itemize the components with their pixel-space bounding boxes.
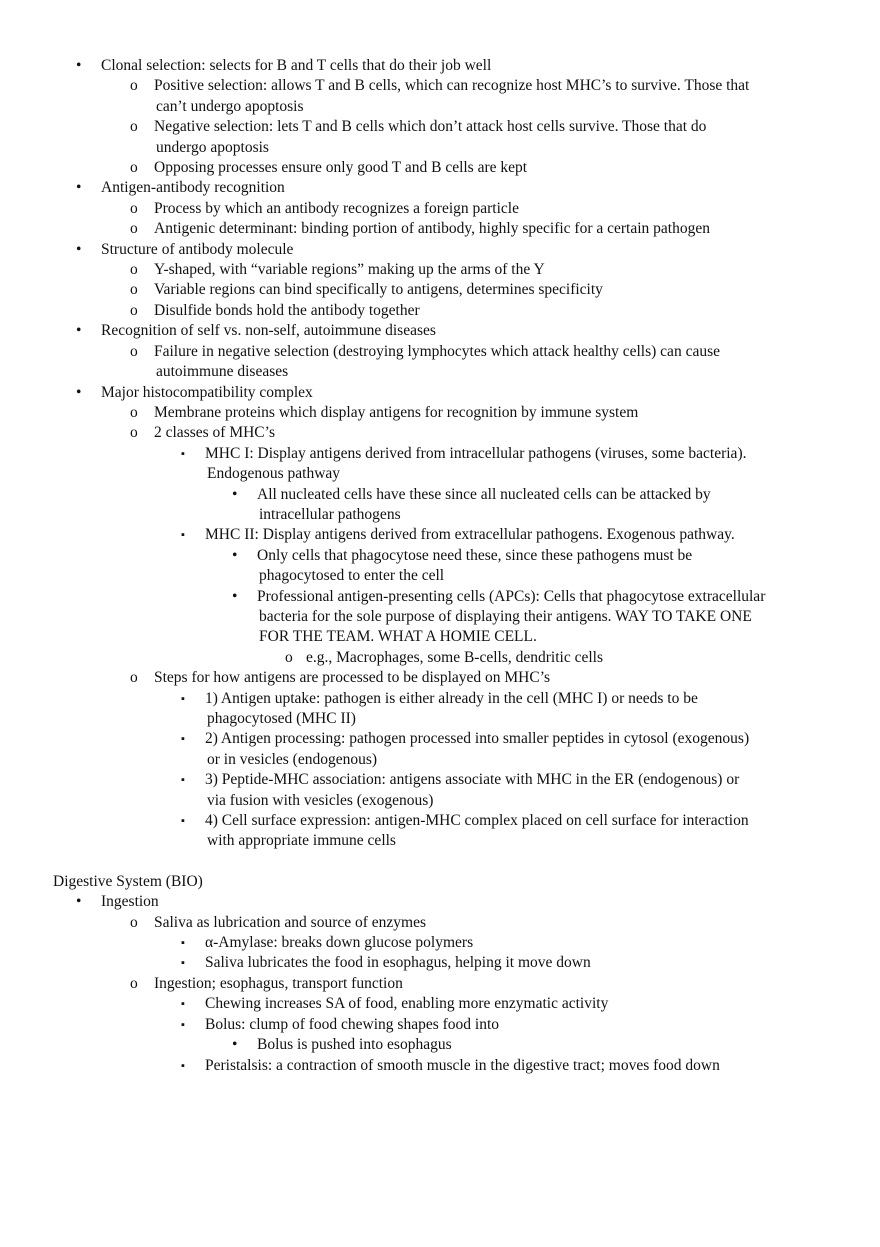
list-item [0, 117, 880, 137]
bullet: • [76, 57, 82, 74]
bullet: o [285, 648, 293, 666]
list-item-continuation [0, 627, 880, 647]
bullet: o [130, 261, 138, 279]
bullet: o [130, 403, 138, 421]
bullet: ▪ [181, 815, 185, 828]
list-item [0, 260, 880, 280]
bullet: ▪ [181, 529, 185, 542]
list-item-continuation [0, 831, 880, 851]
item-text: α-Amylase: breaks down glucose polymers [205, 934, 474, 952]
list-item [0, 76, 880, 96]
list-item [0, 974, 880, 994]
item-text: All nucleated cells have these since all nucleated cells can be attacked by [257, 485, 711, 503]
item-text: autoimmune diseases [156, 363, 289, 381]
list-item-continuation [0, 566, 880, 586]
notes-body [0, 56, 880, 1076]
list-item [0, 56, 880, 76]
bullet: o [130, 281, 138, 299]
item-text: Major histocompatibility complex [101, 383, 313, 401]
list-item [0, 1015, 880, 1035]
bullet: • [76, 383, 82, 401]
bullet: • [76, 179, 82, 197]
list-item [0, 892, 880, 912]
list-item [0, 280, 880, 300]
item-text: 2 classes of MHC’s [154, 424, 275, 442]
bullet: o [130, 669, 138, 687]
item-text: FOR THE TEAM. WHAT A HOMIE CELL. [259, 628, 537, 646]
item-text: Y-shaped, with “variable regions” making up the arms of the Y [154, 261, 545, 279]
item-text: MHC II: Display antigens derived from extracellular pathogens. Exogenous pathway. [205, 526, 735, 544]
item-text: via fusion with vesicles (exogenous) [207, 791, 434, 809]
item-text: Structure of antibody molecule [101, 240, 294, 258]
item-text: Ingestion; esophagus, transport function [154, 974, 403, 992]
item-text: undergo apoptosis [156, 138, 269, 156]
bullet: • [232, 587, 238, 605]
item-text: Only cells that phagocytose need these, since these pathogens must be [257, 546, 693, 564]
list-item-continuation [0, 750, 880, 770]
bullet: ▪ [181, 733, 185, 746]
item-text: Steps for how antigens are processed to be displayed on MHC’s [154, 669, 551, 687]
item-text: 3) Peptide-MHC association: antigens associate with MHC in the ER (endogenous) or [205, 771, 740, 789]
item-text: MHC I: Display antigens derived from intracellular pathogens (viruses, some bacteria). [205, 444, 747, 462]
bullet: ▪ [181, 447, 185, 460]
list-item [0, 342, 880, 362]
bullet: o [130, 118, 138, 136]
bullet: o [130, 77, 138, 95]
list-item [0, 219, 880, 239]
list-item [0, 689, 880, 709]
spacer [0, 852, 880, 872]
bullet: o [130, 342, 138, 360]
list-item [0, 587, 880, 607]
item-text: 2) Antigen processing: pathogen processed into smaller peptides in cytosol (exogenous) [205, 730, 750, 748]
item-text: phagocytosed (MHC II) [207, 710, 356, 727]
item-text: Variable regions can bind specifically to antigens, determines specificity [154, 281, 603, 299]
list-item [0, 994, 880, 1014]
item-text: Ingestion [101, 893, 159, 911]
item-text: Saliva lubricates the food in esophagus, helping it move down [205, 954, 591, 972]
list-item [0, 199, 880, 219]
item-text: can’t undergo apoptosis [156, 97, 304, 115]
list-item [0, 383, 880, 403]
list-item [0, 546, 880, 566]
bullet: o [130, 974, 138, 992]
list-item [0, 933, 880, 953]
item-text: 4) Cell surface expression: antigen-MHC complex placed on cell surface for interaction [205, 812, 749, 830]
item-text: 1) Antigen uptake: pathogen is either already in the cell (MHC I) or needs to be [205, 689, 698, 707]
list-item [0, 321, 880, 341]
bullet: ▪ [181, 774, 185, 787]
item-text: Negative selection: lets T and B cells which don’t attack host cells survive. Those that do [154, 118, 707, 136]
list-item [0, 953, 880, 973]
item-text: Opposing processes ensure only good T and B cells are kept [154, 159, 528, 177]
bullet: • [232, 485, 238, 503]
bullet: o [130, 424, 138, 442]
item-text: Positive selection: allows T and B cells, which can recognize host MHC’s to survive. Those that [154, 77, 750, 95]
item-text: with appropriate immune cells [207, 832, 396, 850]
list-item [0, 1035, 880, 1055]
list-item-continuation [0, 709, 880, 729]
item-text: e.g., Macrophages, some B-cells, dendritic cells [306, 648, 603, 666]
bullet: ▪ [181, 1018, 185, 1031]
bullet: o [130, 159, 138, 177]
list-item-continuation [0, 607, 880, 627]
heading-text: Digestive System (BIO) [53, 872, 203, 890]
item-text: Process by which an antibody recognizes a foreign particle [154, 199, 519, 217]
list-item [0, 301, 880, 321]
list-item [0, 525, 880, 545]
item-text: or in vesicles (endogenous) [207, 750, 378, 768]
list-item [0, 403, 880, 423]
item-text: Disulfide bonds hold the antibody together [154, 301, 420, 319]
list-item [0, 648, 880, 668]
bullet: ▪ [181, 957, 185, 970]
bullet: • [232, 1036, 238, 1054]
bullet: ▪ [181, 937, 185, 950]
list-item [0, 770, 880, 790]
item-text: Clonal selection: selects for B and T cells that do their job well [101, 57, 492, 74]
bullet: ▪ [181, 1059, 185, 1072]
item-text: Saliva as lubrication and source of enzymes [154, 913, 427, 931]
list-item [0, 485, 880, 505]
item-text: phagocytosed to enter the cell [259, 567, 445, 585]
item-text: Bolus is pushed into esophagus [257, 1036, 452, 1054]
list-item [0, 158, 880, 178]
bullet: o [130, 199, 138, 217]
list-item-continuation [0, 362, 880, 382]
list-item [0, 668, 880, 688]
item-text: Bolus: clump of food chewing shapes food into [205, 1015, 500, 1033]
list-item [0, 811, 880, 831]
section-heading [0, 872, 880, 892]
item-text: Failure in negative selection (destroying lymphocytes which attack healthy cells) can cause [154, 342, 720, 360]
item-text: Chewing increases SA of food, enabling more enzymatic activity [205, 995, 609, 1013]
list-item [0, 444, 880, 464]
bullet: o [130, 913, 138, 931]
bullet: o [130, 220, 138, 238]
list-item-continuation [0, 505, 880, 525]
list-item [0, 913, 880, 933]
item-text: Recognition of self vs. non-self, autoimmune diseases [101, 322, 436, 340]
item-text: intracellular pathogens [259, 505, 401, 523]
list-item [0, 240, 880, 260]
bullet: • [232, 546, 238, 564]
bullet: • [76, 322, 82, 340]
list-item-continuation [0, 138, 880, 158]
item-text: Antigen-antibody recognition [101, 179, 285, 197]
list-item [0, 423, 880, 443]
list-item-continuation [0, 791, 880, 811]
bullet: ▪ [181, 998, 185, 1011]
bullet: o [130, 301, 138, 319]
item-text: Antigenic determinant: binding portion of antibody, highly specific for a certain pathogen [154, 220, 710, 238]
bullet: • [76, 893, 82, 911]
list-item [0, 1056, 880, 1076]
bullet: • [76, 240, 82, 258]
list-item-continuation [0, 464, 880, 484]
item-text: Membrane proteins which display antigens for recognition by immune system [154, 403, 639, 421]
list-item [0, 178, 880, 198]
item-text: Peristalsis: a contraction of smooth muscle in the digestive tract; moves food down [205, 1056, 720, 1074]
item-text: Endogenous pathway [207, 465, 341, 483]
list-item [0, 729, 880, 749]
bullet: ▪ [181, 692, 185, 705]
list-item-continuation [0, 97, 880, 117]
item-text: bacteria for the sole purpose of displaying their antigens. WAY TO TAKE ONE [259, 607, 752, 625]
item-text: Professional antigen-presenting cells (APCs): Cells that phagocytose extracellular [257, 587, 766, 605]
